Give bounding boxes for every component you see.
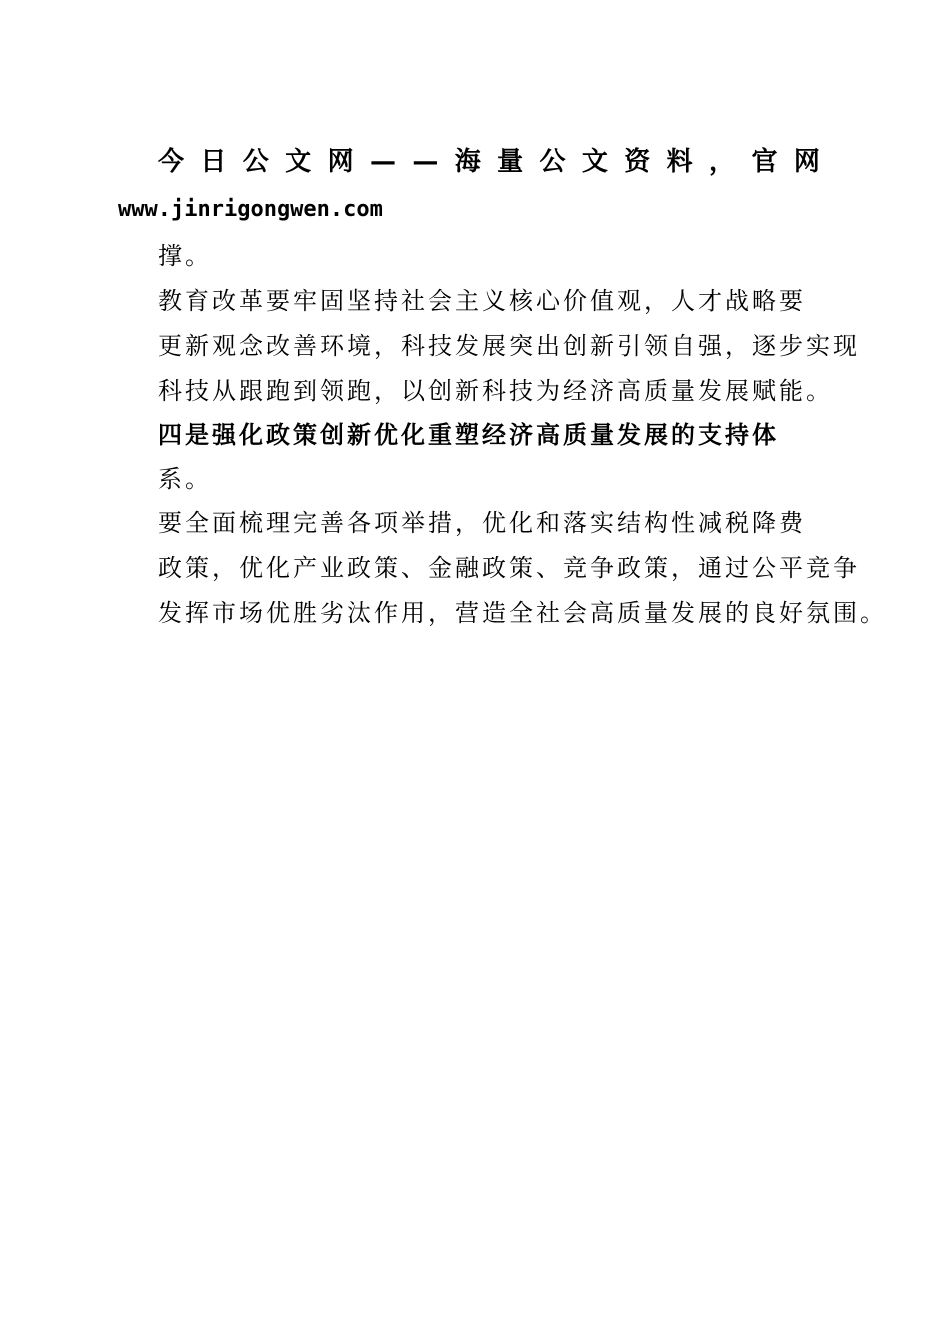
banner-char: 今 <box>158 147 185 177</box>
body-line: 系。 <box>158 465 212 493</box>
body-line: 政策，优化产业政策、金融政策、竞争政策，通过公平竞争 <box>158 554 860 582</box>
banner-char: — <box>412 147 439 177</box>
site-banner-title <box>158 144 820 180</box>
banner-char: 文 <box>285 147 312 177</box>
site-url: www.jinrigongwen.com <box>118 197 383 222</box>
banner-char: 量 <box>497 147 524 177</box>
banner-char: 海 <box>454 147 481 177</box>
body-line: 发挥市场优胜劣汰作用，营造全社会高质量发展的良好氛围。 <box>158 599 887 627</box>
banner-char: 公 <box>539 147 566 177</box>
banner-char: — <box>369 147 396 177</box>
banner-char: 日 <box>200 147 227 177</box>
body-line: 撑。 <box>158 242 212 270</box>
banner-char: 公 <box>242 147 269 177</box>
section-heading: 四是强化政策创新优化重塑经济高质量发展的支持体 <box>158 420 779 449</box>
body-line: 要全面梳理完善各项举措，优化和落实结构性减税降费 <box>158 509 806 537</box>
banner-char: ， <box>709 147 736 177</box>
body-line: 更新观念改善环境，科技发展突出创新引领自强，逐步实现 <box>158 332 860 360</box>
banner-char: 资 <box>624 147 651 177</box>
banner-char: 文 <box>581 147 608 177</box>
banner-char: 网 <box>793 147 820 177</box>
banner-char: 网 <box>327 147 354 177</box>
body-line: 教育改革要牢固坚持社会主义核心价值观，人才战略要 <box>158 287 806 315</box>
banner-char: 料 <box>666 147 693 177</box>
body-line: 科技从跟跑到领跑，以创新科技为经济高质量发展赋能。 <box>158 377 833 405</box>
banner-char: 官 <box>751 147 778 177</box>
